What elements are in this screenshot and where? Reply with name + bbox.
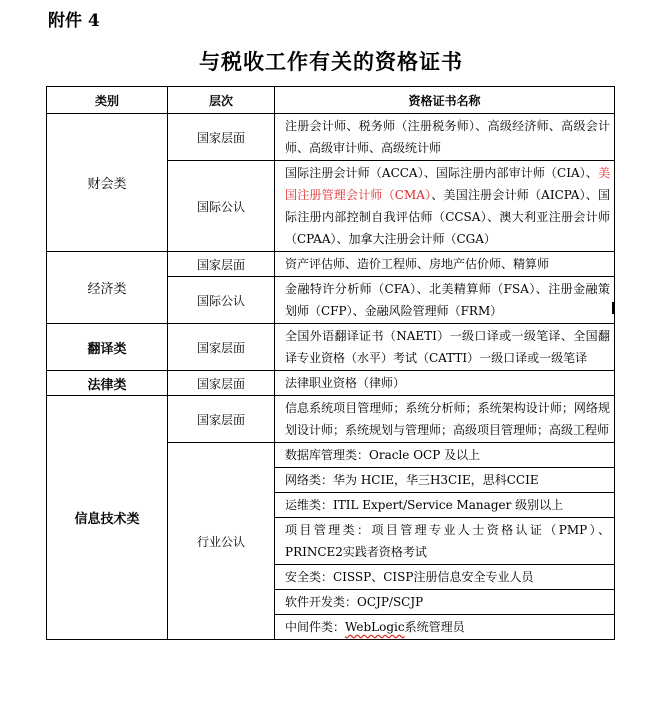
header-category: 类别: [47, 87, 168, 114]
level-cell: 国际公认: [168, 277, 275, 324]
certificate-cell: [275, 615, 615, 640]
cert-text: 、美国注册会计师（AICPA）、国际注册内部控制自我评估师（CCSA）、澳大利亚注册会计师（CPAA）、加拿大注册会计师（CGA）: [285, 188, 611, 246]
certificate-cell: 资产评估师、造价工程师、房地产估价师、精算师: [275, 252, 615, 277]
category-it: 信息技术类: [47, 396, 168, 640]
certificate-cell: 注册会计师、税务师（注册税务师）、高级经济师、高级会计师、高级审计师、高级统计师: [275, 114, 615, 161]
certificate-cell: 网络类：华为 HCIE，华三H3CIE，思科CCIE: [275, 468, 615, 493]
page-title: 与税收工作有关的资格证书: [199, 49, 463, 74]
cert-text: 国际注册会计师（ACCA）、国际注册内部审计师（CIA）、: [285, 166, 598, 180]
level-cell: 国家层面: [168, 252, 275, 277]
certificate-cell: 软件开发类：OCJP/SCJP: [275, 590, 615, 615]
category-finance: 财会类: [47, 114, 168, 252]
level-cell: 行业公认: [168, 443, 275, 640]
certificate-cell: 安全类：CISSP、CISP注册信息安全专业人员: [275, 565, 615, 590]
highlighted-cert-cma: 美国注册管理会计师（CMA）: [285, 166, 610, 202]
cert-text: 中间件类：: [285, 620, 346, 634]
certificate-cell: 全国外语翻译证书（NAETI）一级口译或一级笔译、全国翻译专业资格（水平）考试（CATTI）一级口译或一级笔译: [275, 324, 615, 371]
table-row: [47, 324, 615, 371]
certificate-cell: 金融特许分析师（CFA）、北美精算师（FSA）、注册金融策划师（CFP）、金融风险管理师（FRM）: [275, 277, 615, 324]
category-law: 法律类: [47, 371, 168, 396]
certificate-cell: 运维类：ITIL Expert/Service Manager 级别以上: [275, 493, 615, 518]
certificate-cell: 信息系统项目管理师；系统分析师；系统架构设计师；网络规划设计师；系统规划与管理师；高级项目管理师；高级工程师: [275, 396, 615, 443]
table-row: [47, 114, 615, 161]
header-certificate: 资格证书名称: [275, 87, 615, 114]
certificate-cell: 法律职业资格（律师）: [275, 371, 615, 396]
header-level: 层次: [168, 87, 275, 114]
certificate-cell: 数据库管理类：Oracle OCP 及以上: [275, 443, 615, 468]
level-cell: 国家层面: [168, 324, 275, 371]
level-cell: 国家层面: [168, 114, 275, 161]
spellcheck-underlined-text: WebLogic: [345, 620, 405, 634]
cert-text: 系统管理员: [404, 620, 465, 634]
level-cell: 国家层面: [168, 396, 275, 443]
level-cell: 国家层面: [168, 371, 275, 396]
level-cell: 国际公认: [168, 161, 275, 252]
certificate-cell: 项目管理类：项目管理专业人士资格认证（PMP）、PRINCE2实践者资格考试: [275, 518, 615, 565]
certificate-cell: [275, 161, 615, 252]
category-economics: 经济类: [47, 252, 168, 324]
table-row: [47, 396, 615, 443]
margin-mark: [612, 302, 614, 314]
attachment-label: 附件 4: [48, 11, 100, 31]
table-row: [47, 252, 615, 277]
table-row: [47, 371, 615, 396]
table-header-row: [47, 87, 615, 114]
category-translation: 翻译类: [47, 324, 168, 371]
certificate-table: [46, 86, 615, 640]
